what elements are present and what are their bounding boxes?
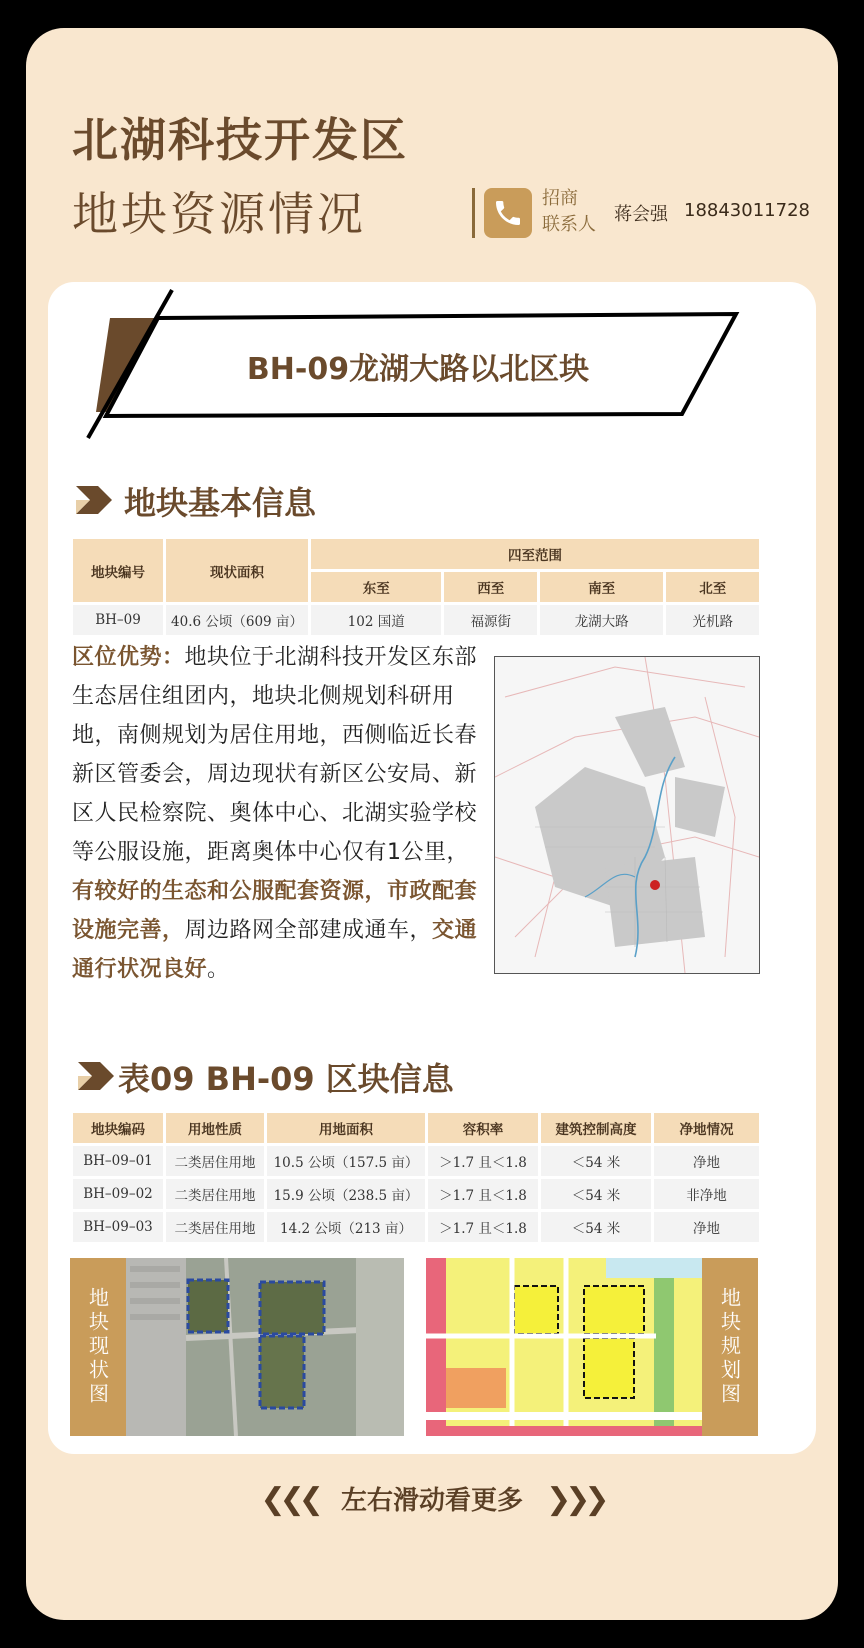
block-title: BH-09龙湖大路以北区块 (246, 352, 590, 387)
cell: 102 国道 (311, 605, 441, 635)
cell: BH–09–01 (73, 1146, 163, 1176)
planning-image (426, 1258, 702, 1436)
cell: ＞1.7 且＜1.8 (428, 1146, 538, 1176)
page-subtitle: 地块资源情况 (72, 187, 366, 241)
advantage-highlight: 交通通行状况良好 (72, 918, 478, 982)
cell: BH–09–02 (73, 1179, 163, 1209)
th-east: 东至 (311, 572, 441, 602)
location-advantage-text (72, 638, 482, 989)
cell: 二类居住用地 (166, 1179, 264, 1209)
cell: 龙湖大路 (540, 605, 663, 635)
cell: BH–09–03 (73, 1212, 163, 1242)
advantage-text: 。 (207, 957, 230, 982)
cell: ＞1.7 且＜1.8 (428, 1212, 538, 1242)
phone-icon[interactable] (484, 188, 532, 238)
th-area: 现状面积 (166, 539, 308, 602)
th-plot-id: 地块编号 (73, 539, 163, 602)
swipe-hint-text: 左右滑动看更多 (340, 1486, 523, 1516)
th-clearance: 净地情况 (654, 1113, 759, 1143)
basic-info-table (70, 536, 762, 638)
cell: 二类居住用地 (166, 1146, 264, 1176)
contact-label-line1: 招商 (542, 188, 578, 209)
plot-images (70, 1258, 760, 1436)
cell: ＜54 米 (541, 1146, 651, 1176)
swipe-hint[interactable] (26, 1480, 838, 1517)
table-row (73, 1146, 759, 1176)
cell: ＞1.7 且＜1.8 (428, 1179, 538, 1209)
advantage-highlight: 有较好的生态和公服配套资源，市政配套设施完善， (72, 879, 478, 943)
divider (472, 188, 475, 238)
chevron-icon (74, 482, 114, 518)
th-south: 南至 (540, 572, 663, 602)
cell: 非净地 (654, 1179, 759, 1209)
current-status-tag: 地块现状图 (70, 1258, 126, 1436)
advantage-text: 地块位于北湖科技开发区东部生态居住组团内，地块北侧规划科研用地，南侧规划为居住用地，西侧临近长春新区管委会，周边现状有新区公安局、新区人民检察院、奥体中心、北湖实验学校等公服设施，距离奥体中心仅有1公里， (72, 645, 478, 865)
contact-label-line2: 联系人 (542, 214, 596, 235)
chevron-left-icon: ❮❮❮ (260, 1482, 318, 1517)
content-panel (48, 282, 816, 1454)
th-west: 西至 (444, 572, 537, 602)
th-plot-ratio: 容积率 (428, 1113, 538, 1143)
cell: 光机路 (666, 605, 759, 635)
table-row (73, 605, 759, 635)
chevron-right-icon: ❯❯❯ (546, 1482, 604, 1517)
cell: 净地 (654, 1146, 759, 1176)
table-row (73, 1212, 759, 1242)
cell: 15.9 公顷（238.5 亩） (267, 1179, 425, 1209)
th-boundary: 四至范围 (311, 539, 759, 569)
th-height-limit: 建筑控制高度 (541, 1113, 651, 1143)
section-title-basic: 地块基本信息 (124, 484, 317, 522)
th-code: 地块编码 (73, 1113, 163, 1143)
th-land-area: 用地面积 (267, 1113, 425, 1143)
table-row (73, 1179, 759, 1209)
contact-phone[interactable]: 18843011728 (684, 200, 810, 221)
cell: ＜54 米 (541, 1179, 651, 1209)
advantage-text: 周边路网全部建成通车， (184, 918, 433, 943)
chevron-icon (76, 1058, 116, 1094)
cell: BH–09 (73, 605, 163, 635)
page-title: 北湖科技开发区 (72, 113, 408, 167)
section-title-block-info: 表09 BH-09 区块信息 (118, 1060, 454, 1098)
page-card (26, 28, 838, 1620)
satellite-image (126, 1258, 404, 1436)
cell: 二类居住用地 (166, 1212, 264, 1242)
planning-tag: 地块规划图 (702, 1258, 758, 1436)
th-north: 北至 (666, 572, 759, 602)
th-land-use: 用地性质 (166, 1113, 264, 1143)
cell: ＜54 米 (541, 1212, 651, 1242)
cell: 净地 (654, 1212, 759, 1242)
cell: 10.5 公顷（157.5 亩） (267, 1146, 425, 1176)
contact-label (542, 186, 596, 238)
cell: 14.2 公顷（213 亩） (267, 1212, 425, 1242)
advantage-lead: 区位优势： (72, 645, 185, 670)
contact-name: 蒋会强 (614, 204, 668, 225)
cell: 40.6 公顷（609 亩） (166, 605, 308, 635)
cell: 福源街 (444, 605, 537, 635)
block-info-table (70, 1110, 762, 1245)
location-map (494, 656, 760, 974)
